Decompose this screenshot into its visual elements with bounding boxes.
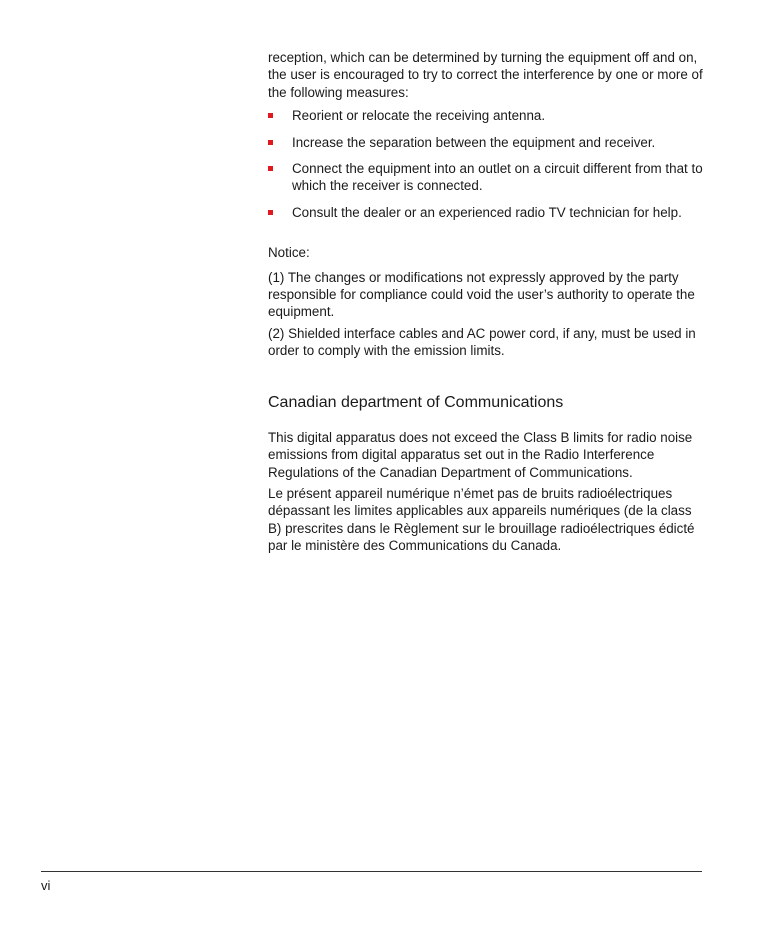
notice-item-1: (1) The changes or modifications not expressly approved by the party responsible for compliance could void the user’s authority to operate the equipment. <box>268 269 695 320</box>
bullet-icon <box>268 140 273 145</box>
bullet-icon <box>268 166 273 171</box>
footer-rule <box>41 871 702 872</box>
notice-item-2: (2) Shielded interface cables and AC power cord, if any, must be used in order to comply with the emission limits. <box>268 325 696 359</box>
list-item-text: Consult the dealer or an experienced radio TV technician for help. <box>292 204 682 220</box>
canadian-french-paragraph: Le présent appareil numérique n’émet pas de bruits radioélectriques dépassant les limites applicables aux appareils numériques (de la class B) prescrites dans le Règlement sur le brouillage radioélectriques édicté par le ministère des Communications du Canada. <box>268 485 695 554</box>
bullet-icon <box>268 113 273 118</box>
intro-paragraph: reception, which can be determined by turning the equipment off and on, the user is encouraged to try to correct the interference by one or more of the following measures: <box>268 50 703 100</box>
list-item <box>268 134 704 151</box>
list-item <box>268 204 704 221</box>
canadian-english-paragraph: This digital apparatus does not exceed the Class B limits for radio noise emissions from digital apparatus set out in the Radio Interference Regulations of the Canadian Department of Communications. <box>268 429 693 480</box>
canadian-section-heading: Canadian department of Communications <box>268 393 564 411</box>
notice-heading: Notice: <box>268 245 310 261</box>
page-content <box>268 49 704 555</box>
list-item-text: Reorient or relocate the receiving antenna. <box>292 108 546 124</box>
list-item-text: Connect the equipment into an outlet on a circuit different from that to which the receiver is connected. <box>292 161 703 194</box>
measures-list <box>268 107 704 221</box>
list-item <box>268 160 704 195</box>
page-number: vi <box>41 878 51 893</box>
list-item-text: Increase the separation between the equipment and receiver. <box>292 134 656 150</box>
list-item <box>268 107 704 124</box>
bullet-icon <box>268 210 273 215</box>
